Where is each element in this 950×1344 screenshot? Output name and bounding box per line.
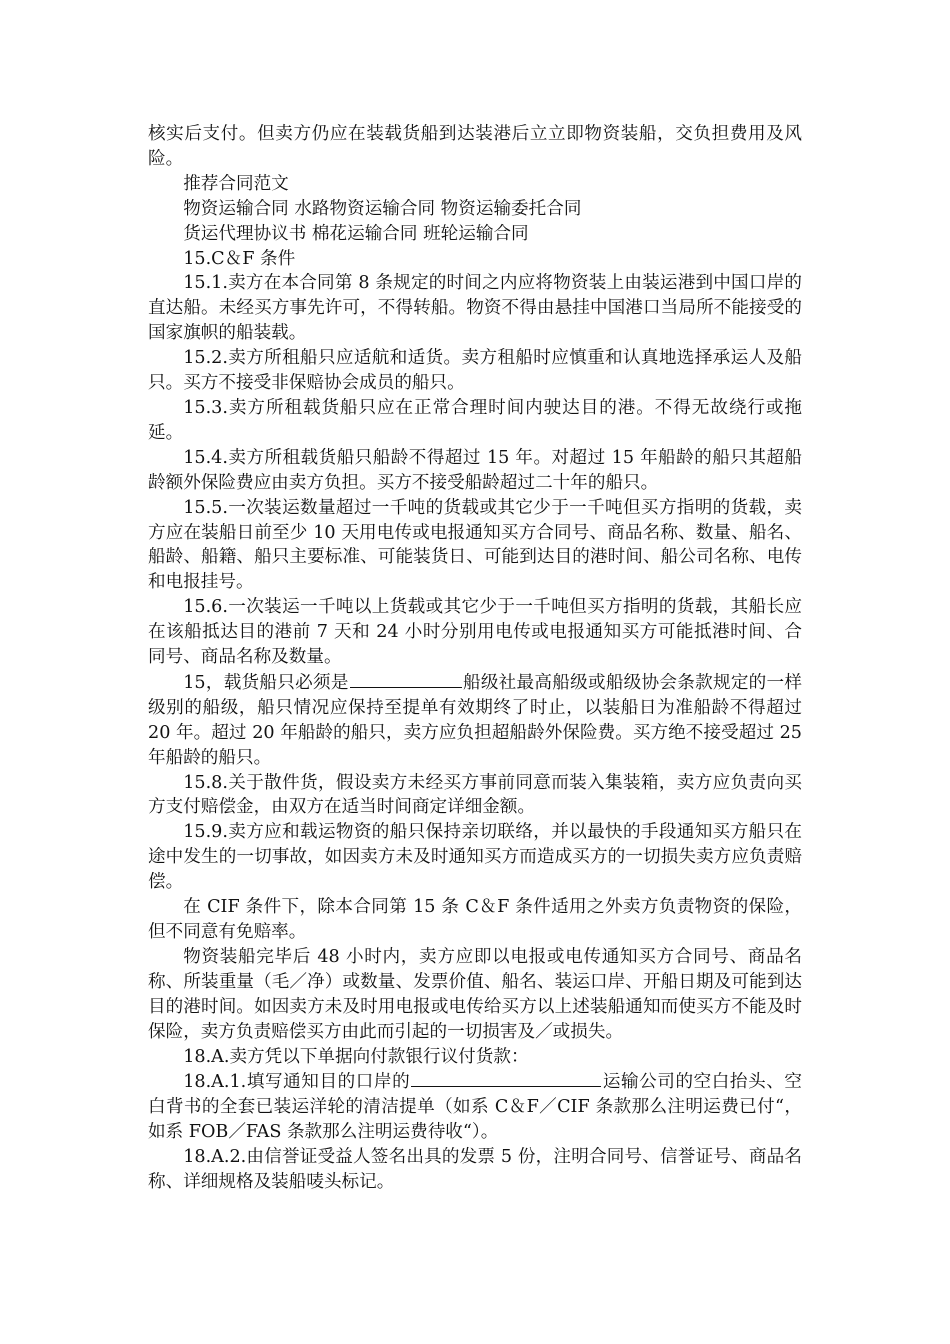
- clause-shipping-notice: 物资装船完毕后 48 小时内，卖方应即以电报或电传通知买方合同号、商品名称、所装重量（毛／净）或数量、发票价值、船名、装运口岸、开船日期及可能到达目的港时间。如因卖方未及时用电报或电传给买方以上述装船通知而使买方不能及时保险，卖方负责赔偿买方由此而引起的一切损害及／或损失。: [148, 946, 802, 1042]
- clause-15-9: 15.9.卖方应和载运物资的船只保持亲切联络，并以最快的手段通知买方船只在途中发生的一切事故，如因卖方未及时通知买方而造成买方的一切损失卖方应负责赔偿。: [148, 822, 802, 893]
- document-body: [148, 122, 802, 1195]
- clause-15-2: 15.2.卖方所租船只应适航和适货。卖方租船时应慎重和认真地选择承运人及船只。买方不接受非保赔协会成员的船只。: [148, 348, 802, 394]
- clause-15-4: 15.4.卖方所租载货船只船龄不得超过 15 年。对超过 15 年船龄的船只其超船龄额外保险费应由卖方负担。买方不接受船龄超过二十年的船只。: [148, 447, 802, 493]
- clause-15-1: 15.1.卖方在本合同第 8 条规定的时间之内应将物资装上由装运港到中国口岸的直达船。未经买方事先许可，不得转船。物资不得由悬挂中国港口当局所不能接受的国家旗帜的船装载。: [148, 273, 802, 344]
- clause-15-7-after: 船级社最高船级或船级协会条款规定的一样级别的船级，船只情况应保持至提单有效期终了时止，以装船日为准船龄不得超过 20 年。超过 20 年船龄的船只，卖方应负担超船龄外保险费。买方绝不接受超过 25 年船龄的船只。: [148, 672, 802, 768]
- clause-15-8: 15.8.关于散件货，假设卖方未经买方事前同意而装入集装箱，卖方应负责向买方支付赔偿金，由双方在适当时间商定详细金额。: [148, 772, 802, 818]
- clause-18-a-2: 18.A.2.由信誉证受益人签名出具的发票 5 份，注明合同号、信誉证号、商品名称、详细规格及装船唛头标记。: [148, 1147, 802, 1193]
- fill-in-blank: [411, 1069, 601, 1087]
- recommended-heading: 推荐合同范文: [183, 173, 289, 194]
- clause-18-a-1: [148, 1069, 802, 1145]
- clause-15-heading: 15.C＆F 条件: [183, 248, 296, 269]
- clause-18-a: 18.A.卖方凭以下单据向付款银行议付货款：: [183, 1046, 529, 1067]
- clause-18-a-1-before: 18.A.1.填写通知目的口岸的: [183, 1072, 411, 1093]
- clause-18-a-1-after: 运输公司的空白抬头、空白背书的全套已装运洋轮的清洁提单（如系 C＆F／CIF 条款那么注明运费已付“，如系 FOB／FAS 条款那么注明运费待收“）。: [148, 1072, 802, 1143]
- clause-15-7-before: 15，载货船只必须是: [183, 672, 349, 693]
- clause-15-6: 15.6.一次装运一千吨以上货载或其它少于一千吨但买方指明的货载，其船长应在该船抵达目的港前 7 天和 24 小时分别用电传或电报通知买方可能抵港时间、合同号、商品名称及数量。: [148, 597, 802, 668]
- recommended-list-2: 货运代理协议书 棉花运输合同 班轮运输合同: [183, 223, 529, 244]
- clause-cif: 在 CIF 条件下，除本合同第 15 条 C＆F 条件适用之外卖方负责物资的保险，但不同意有免赔率。: [148, 897, 802, 942]
- clause-15-7: [148, 670, 802, 771]
- recommended-list-1: 物资运输合同 水路物资运输合同 物资运输委托合同: [183, 198, 582, 219]
- clause-15-3: 15.3.卖方所租载货船只应在正常合理时间内驶达目的港。不得无故绕行或拖延。: [148, 397, 802, 443]
- paragraph-continuation: 核实后支付。但卖方仍应在装载货船到达装港后立立即物资装船，交负担费用及风险。: [148, 124, 802, 169]
- fill-in-blank: [350, 670, 462, 688]
- clause-15-5: 15.5.一次装运数量超过一千吨的货载或其它少于一千吨但买方指明的货载，卖方应在装船日前至少 10 天用电传或电报通知买方合同号、商品名称、数量、船名、船龄、船籍、船只主要标准、可能装货日、可能到达目的港时间、船公司名称、电传和电报挂号。: [148, 497, 802, 593]
